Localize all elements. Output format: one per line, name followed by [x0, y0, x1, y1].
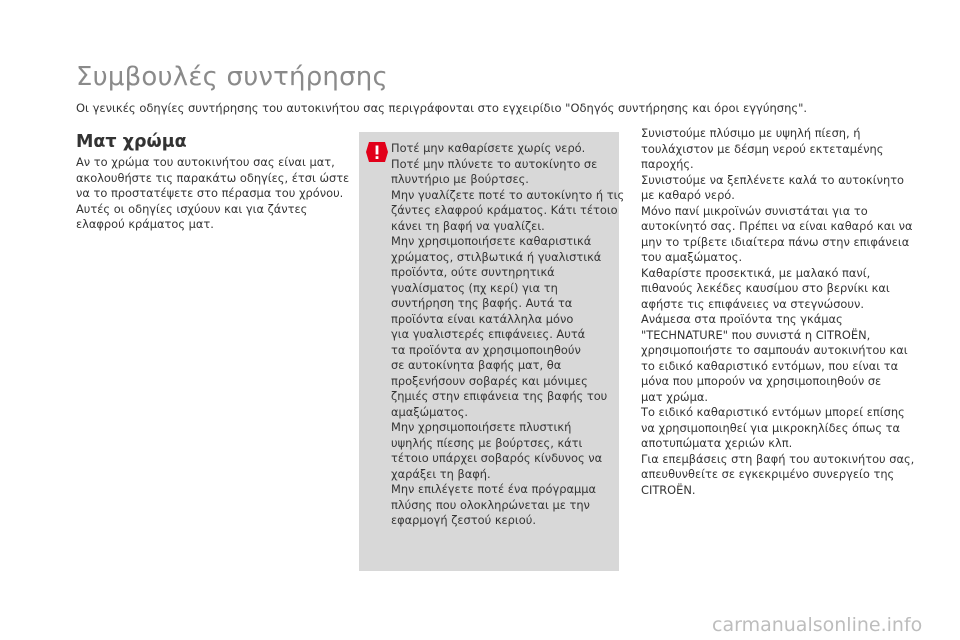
text-line: συντήρηση της βαφής. Αυτά τα	[391, 296, 573, 310]
text-line: Καθαρίστε προσεκτικά, με μαλακό πανί,	[641, 265, 871, 280]
text-line: αυτοκίνητό σας. Πρέπει να είναι καθαρό και να	[641, 219, 913, 233]
text-line: Μην γυαλίζετε ποτέ το αυτοκίνητο ή τις	[391, 187, 625, 202]
left-column-text	[76, 155, 351, 233]
text-line: Μόνο πανί μικροϊνών συνιστάται για το	[641, 203, 868, 218]
text-line: αμαξώματος.	[391, 404, 469, 419]
text-line: Ανάμεσα στα προϊόντα της γκάμας	[641, 312, 843, 326]
text-line: Το ειδικό καθαριστικό εντόμων μπορεί επίσης	[641, 405, 905, 419]
warning-box	[359, 132, 625, 571]
text-line: πιθανούς λεκέδες καυσίμου στο βερνίκι και	[641, 281, 890, 295]
section-title: Ματ χρώμα	[76, 132, 187, 152]
text-line: χρώματος, στιλβωτικά ή γυαλιστικά	[391, 249, 602, 264]
text-line: υψηλής πίεσης με βούρτσες, κάτι	[391, 435, 583, 450]
text-line: Συνιστούμε πλύσιμο με υψηλή πίεση, ή	[641, 126, 861, 140]
text-line: πλύσης που ολοκληρώνεται με την	[391, 497, 590, 512]
warning-text	[391, 141, 625, 529]
text-line: τουλάχιστον με δέσμη νερού εκτεταμένης	[641, 141, 884, 156]
text-line: προϊόντα, ούτε συντηρητικά	[391, 265, 555, 279]
text-line: ματ χρώμα.	[641, 389, 708, 404]
warning-exclamation-icon	[366, 142, 388, 162]
text-line: με καθαρό νερό.	[641, 188, 735, 202]
text-line: τέτοιο υπάρχει σοβαρός κίνδυνος να	[391, 451, 603, 465]
page-title: Συμβουλές συντήρησης	[76, 62, 388, 92]
text-line: γυαλίσματος (πχ κερί) για τη	[391, 280, 558, 295]
text-line: να χρησιμοποιηθεί για μικροκηλίδες όπως τα	[641, 420, 901, 435]
text-line: αφήστε τις επιφάνειες να στεγνώσουν.	[641, 296, 864, 311]
text-line: εφαρμογή ζεστού κεριού.	[391, 513, 536, 527]
text-line: Αν το χρώμα του αυτοκινήτου σας είναι ματ,	[76, 155, 335, 169]
text-line: "TECHNATURE" που συνιστά η CITROËN,	[641, 327, 871, 342]
text-line: Αυτές οι οδηγίες ισχύουν και για ζάντες	[76, 201, 308, 216]
text-line: του αμαξώματος.	[641, 250, 743, 264]
text-line: προϊόντα είναι κατάλληλα μόνο	[391, 311, 574, 326]
text-line: CITROËN.	[641, 482, 696, 497]
watermark: carmanualsonline.info	[712, 614, 923, 636]
text-line: σε αυτοκίνητα βαφής ματ, θα	[391, 358, 562, 372]
text-line: Ποτέ μην πλύνετε το αυτοκίνητο σε	[391, 156, 598, 171]
text-line: Μην χρησιμοποιήσετε καθαριστικά	[391, 234, 592, 248]
text-line: να το προστατέψετε στο πέρασμα του χρόνου.	[76, 186, 344, 200]
text-line: παροχής.	[641, 157, 694, 171]
right-column-text	[641, 126, 915, 498]
text-line: ζημιές στην επιφάνεια της βαφής του	[391, 389, 608, 403]
text-line: ελαφρού κράματος ματ.	[76, 217, 214, 231]
text-line: Μην χρησιμοποιήσετε πλυστική	[391, 420, 572, 434]
text-line: Μην επιλέγετε ποτέ ένα πρόγραμμα	[391, 482, 596, 496]
text-line: το ειδικό καθαριστικό εντόμων, που είναι τα	[641, 358, 899, 373]
text-line: ζάντες ελαφρού κράματος. Κάτι τέτοιο	[391, 203, 618, 217]
text-line: αποτυπώματα χεριών κλπ.	[641, 436, 793, 450]
text-line: για γυαλιστερές επιφάνειες. Αυτά	[391, 327, 586, 341]
text-line: πλυντήριο με βούρτσες.	[391, 172, 529, 186]
text-line: προξενήσουν σοβαρές και μόνιμες	[391, 373, 588, 388]
text-line: μην το τρίβετε ιδιαίτερα πάνω στην επιφάνεια	[641, 234, 910, 249]
text-line: μόνα που μπορούν να χρησιμοποιηθούν σε	[641, 374, 882, 388]
text-line: Για επεμβάσεις στη βαφή του αυτοκινήτου σας,	[641, 451, 915, 466]
text-line: χρησιμοποιήστε το σαμπουάν αυτοκινήτου και	[641, 343, 908, 357]
text-line: Συνιστούμε να ξεπλένετε καλά το αυτοκίνητο	[641, 172, 905, 187]
text-line: απευθυνθείτε σε εγκεκριμένο συνεργείο της	[641, 467, 895, 481]
text-line: κάνει τη βαφή να γυαλίζει.	[391, 218, 545, 233]
page-subtitle: Οι γενικές οδηγίες συντήρησης του αυτοκινήτου σας περιγράφονται στο εγχειρίδιο "Οδηγός συντήρησης και όροι εγγύησης".	[76, 101, 808, 115]
text-line: ακολουθήστε τις παρακάτω οδηγίες, έτσι ώστε	[76, 170, 350, 185]
text-line: τα προϊόντα αν χρησιμοποιηθούν	[391, 342, 581, 357]
text-line: χαράξει τη βαφή.	[391, 466, 491, 481]
text-line: Ποτέ μην καθαρίσετε χωρίς νερό.	[391, 141, 586, 155]
